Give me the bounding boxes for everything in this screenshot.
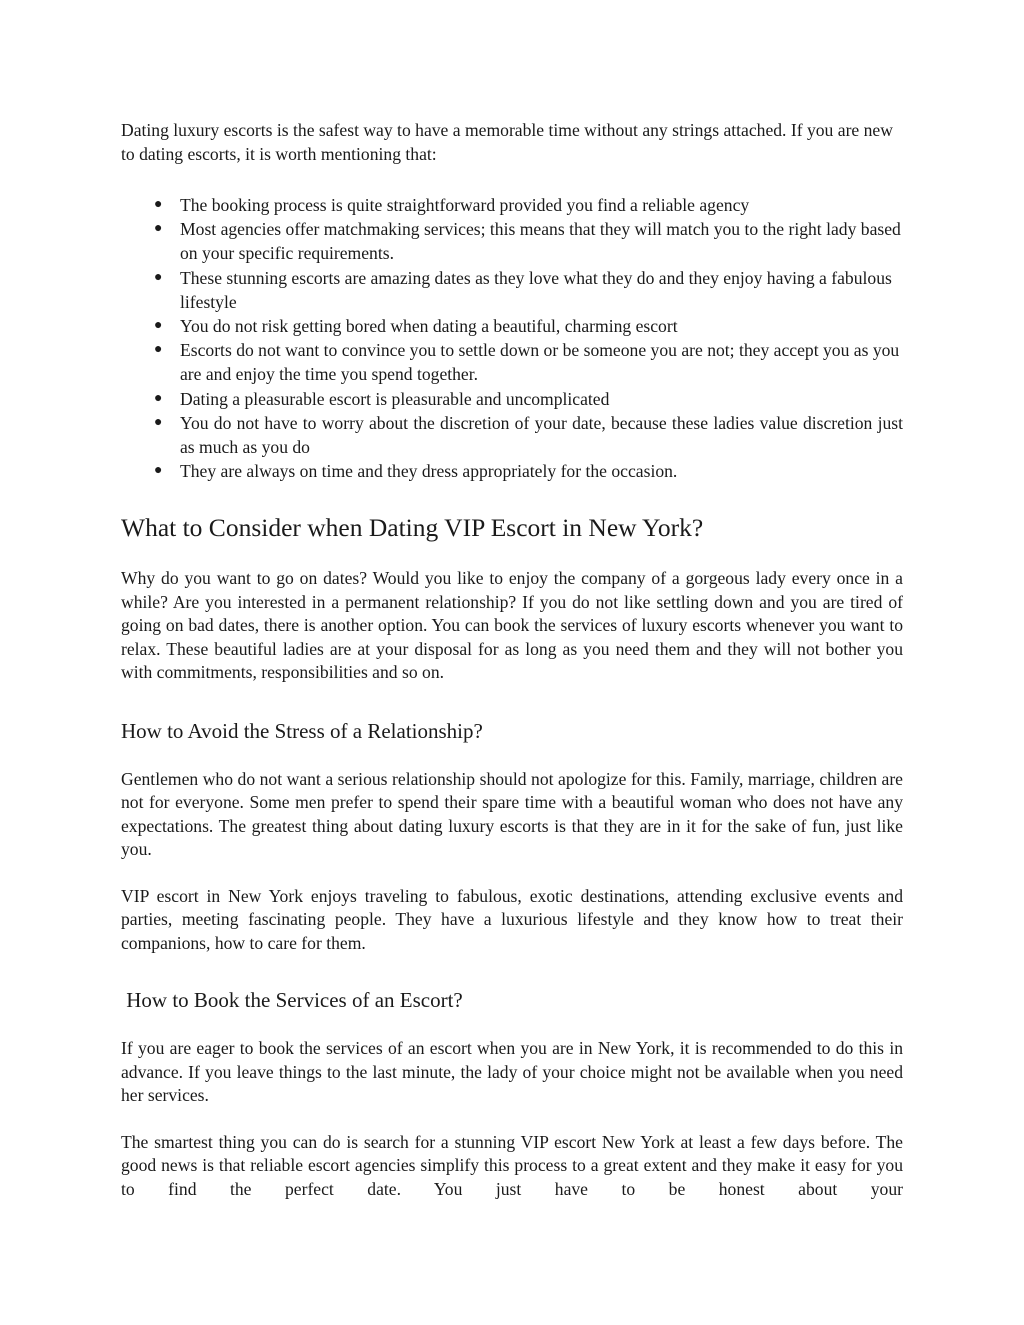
bullet-icon: ● xyxy=(154,414,163,430)
bullet-icon: ● xyxy=(154,390,163,406)
list-item: ● Most agencies offer matchmaking services; this means that they will match you to the right lady based on your specific requirements. xyxy=(154,219,901,264)
section-heading-relationship-stress: How to Avoid the Stress of a Relationship? xyxy=(121,718,483,743)
list-item: ● They are always on time and they dress appropriately for the occasion. xyxy=(121,459,903,483)
intro-paragraph: Dating luxury escorts is the safest way to have a memorable time without any strings attached. If you are new to dating escorts, it is worth mentioning that: xyxy=(121,120,893,164)
list-item: ● You do not risk getting bored when dating a beautiful, charming escort xyxy=(121,314,903,338)
bullet-icon: ● xyxy=(154,197,163,212)
section-paragraph: VIP escort in New York enjoys traveling to fabulous, exotic destinations, attending exclusive events and parties, meeting fascinating people. They have a luxurious lifestyle and they know how to treat their companions, how to care for them. xyxy=(121,885,903,953)
section-heading-vip-escort: What to Consider when Dating VIP Escort in New York? xyxy=(121,513,704,543)
section-paragraph: Gentlemen who do not want a serious relationship should not apologize for this. Family, marriage, children are not for everyone. Some men prefer to spend their spare time with a beautiful woman who does not have any expectations. The greatest thing about dating luxury escorts is that they are in it for the sake of fun, just like you. xyxy=(121,768,903,860)
bullet-icon: ● xyxy=(154,221,163,237)
bullet-icon: ● xyxy=(154,318,163,334)
section-paragraph: The smartest thing you can do is search for a stunning VIP escort New York at least a few days before. The good news is that reliable escort agencies simplify this process to a great extent and they make it easy for you to find the perfect date. You just have to be honest about your xyxy=(121,1131,903,1199)
bullet-icon: ● xyxy=(154,269,163,285)
bullet-icon: ● xyxy=(154,342,163,358)
list-item: ● These stunning escorts are amazing dates as they love what they do and they enjoy having a fabulous lifestyle xyxy=(154,267,892,312)
section-paragraph: If you are eager to book the services of an escort when you are in New York, it is recommended to do this in advance. If you leave things to the last minute, the lady of your choice might not be available when you need her services. xyxy=(121,1038,903,1106)
list-item: ● You do not have to worry about the discretion of your date, because these ladies value discretion just as much as you do xyxy=(154,412,903,458)
document-page xyxy=(121,119,903,1201)
list-item: ● Escorts do not want to convince you to settle down or be someone you are not; they accept you as you are and enjoy the time you spend together. xyxy=(154,340,900,385)
list-item: ● The booking process is quite straightforward provided you find a reliable agency xyxy=(121,193,903,217)
section-paragraph: Why do you want to go on dates? Would you like to enjoy the company of a gorgeous lady every once in a while? Are you interested in a permanent relationship? If you do not like settling down and you are tired of going on bad dates, there is another option. You can book the services of luxury escorts whenever you want to relax. These beautiful ladies are at your disposal for as long as you need them and they will not bother you with commitments, responsibilities and so on. xyxy=(121,568,903,683)
list-item: ● Dating a pleasurable escort is pleasurable and uncomplicated xyxy=(121,387,903,411)
bullet-icon: ● xyxy=(154,463,163,479)
section-heading-book-services: How to Book the Services of an Escort? xyxy=(121,988,463,1013)
benefits-list xyxy=(121,193,903,483)
